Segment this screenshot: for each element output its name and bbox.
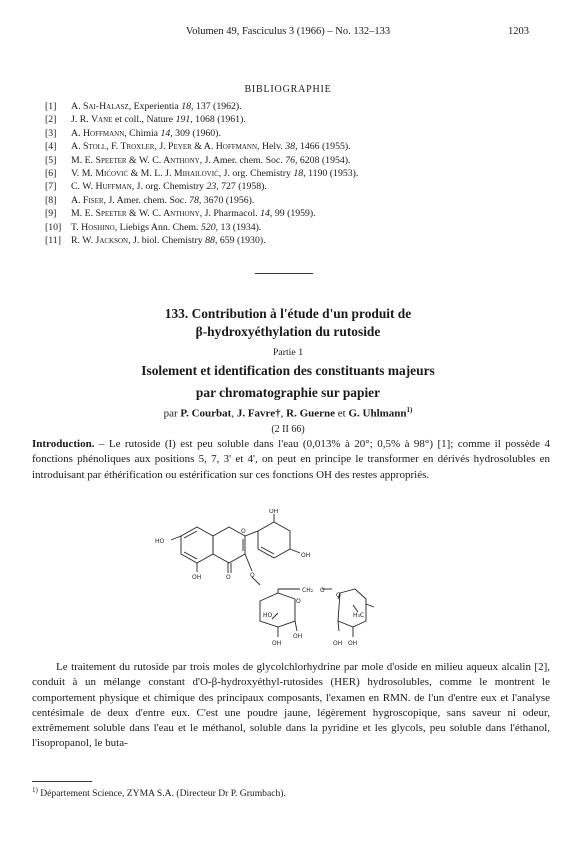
- reference-authors: R. W. Jackson: [71, 235, 129, 247]
- label-o-carbonyl: O: [226, 574, 231, 581]
- reference-item: [45, 167, 535, 180]
- reference-number: [6]: [45, 168, 57, 180]
- author-favre: J. Favre†: [236, 407, 281, 420]
- reference-item: [45, 221, 535, 234]
- reference-source: , Liebigs Ann. Chem.: [114, 221, 201, 233]
- journal-citation: Volumen 49, Fasciculus 3 (1966) – No. 132–133: [185, 26, 391, 37]
- reference-list: [45, 100, 535, 247]
- reference-number: [9]: [45, 208, 57, 220]
- reference-number: [1]: [45, 101, 57, 112]
- reference-authors: M. E. Speeter & W. C. Anthony: [71, 208, 200, 220]
- label-oh-right: OH: [301, 552, 311, 559]
- reference-number: [11]: [45, 235, 61, 247]
- reference-authors: A. Stoll, F. Troxler, J. Peyer & A. Hoffmann: [71, 141, 258, 153]
- reference-volume: 14: [260, 208, 270, 220]
- article-subtitle-line-2: par chromatographie sur papier: [195, 385, 381, 400]
- reference-item: [45, 207, 535, 220]
- introduction-paragraph: [32, 437, 550, 483]
- reference-volume: 18: [293, 168, 304, 180]
- reference-volume: 520: [200, 221, 216, 233]
- label-o-ring: O: [241, 528, 246, 535]
- reference-item: [45, 154, 535, 167]
- reference-pages-year: , 727 (1958).: [216, 181, 267, 193]
- author-line: par P. Courbat, J. Favre†, R. Guerne et G. Uhlmann$^{1)}$: [163, 406, 413, 420]
- reference-source: , Helv.: [257, 141, 286, 153]
- reference-number: [10]: [45, 221, 62, 233]
- label-h3c: H₃C: [353, 612, 365, 619]
- authors-prefix: par: [163, 407, 178, 420]
- label-ch2: CH₂: [302, 587, 314, 594]
- label-oh-sugar-4: OH: [348, 640, 358, 647]
- reference-volume: 76: [285, 154, 295, 166]
- label-oh-bottom: OH: [192, 574, 202, 581]
- reference-pages-year: , 659 (1930).: [214, 235, 266, 247]
- label-o-link: O: [250, 572, 255, 579]
- authors-and: et: [337, 407, 346, 420]
- introduction-label: Introduction.: [32, 438, 95, 450]
- author-courbat: P. Courbat: [180, 407, 232, 420]
- reference-pages-year: , 1466 (1955).: [295, 141, 351, 153]
- reference-authors: A. Sai-Halasz: [71, 101, 129, 112]
- label-oh-sugar-1: OH: [272, 640, 282, 647]
- author-guerne: R. Guerne: [286, 407, 336, 420]
- article-subtitle-line-1: Isolement et identification des constituants majeurs: [141, 363, 435, 378]
- reference-number: [2]: [45, 114, 57, 126]
- reference-volume: 18: [181, 101, 192, 112]
- reference-source: , J. org. Chemistry: [131, 181, 207, 193]
- reference-item: [45, 194, 535, 207]
- reference-item: [45, 127, 535, 140]
- bibliography-heading: BIBLIOGRAPHIE: [244, 84, 332, 95]
- label-ho-sugar: HO: [263, 612, 273, 619]
- reference-volume: 38: [285, 141, 296, 153]
- reference-pages-year: , 99 (1959).: [269, 208, 316, 220]
- reference-volume: 191: [175, 114, 191, 126]
- reference-source: , J. Amer. chem. Soc.: [199, 154, 286, 166]
- body-paragraph: Le traitement du rutoside par trois moles de glycolchlorhydrine par mole d'oside en milieu aqueux alcalin [2], conduit à un mélange constant d'O-β-hydroxyéthyl-rutosides (HER) hydrosolubles, comme le montrent le comportement physique et chimique des principaux composants, l'examen en RMN. de l'un d'entre eux et l'analyse centésimale de deux d'entre eux. C'est une poudre jaune, légèrement hygroscopique, sans saveur ni odeur, extrêmement soluble dans l'eau et le méthanol, soluble dans la pyridine et les glycols, peu soluble dans l'éthanol, l'isopropanol, le buta-: [32, 661, 550, 750]
- reference-authors: V. M. Mićović & M. L. J. Mihailović: [71, 168, 219, 180]
- reference-volume: 14: [160, 127, 171, 139]
- reference-pages-year: , 309 (1960).: [170, 127, 221, 139]
- article-title-block: [0, 305, 576, 435]
- footnote: [32, 786, 286, 799]
- reference-authors: C. W. Huffman: [71, 181, 132, 193]
- reference-volume: 78: [189, 194, 199, 206]
- footnote-text: Département Science, ZYMA S.A. (Directeur Dr P. Grumbach).: [37, 788, 286, 800]
- introduction-text: – Le rutoside (I) est peu soluble dans l'eau (0,013% à 20°; 0,5% à 98°) [1]; comme il possède 4 fonctions phénoliques aux positions 5, 7, 3' et 4', on peut en principe le transformer en dérivés hydrosolubles en introduisant par éthérification ou estérification sur ces fonctions OH des restes appropriés.: [32, 438, 550, 481]
- rutoside-structure-diagram: [150, 509, 410, 651]
- reference-item: [45, 113, 535, 126]
- reference-pages-year: , 6208 (1954).: [294, 154, 351, 166]
- reference-item: [45, 140, 535, 153]
- received-date: (2 II 66): [271, 423, 305, 435]
- reference-number: [8]: [45, 194, 57, 206]
- reference-volume: 23: [206, 181, 217, 193]
- reference-number: [4]: [45, 141, 57, 153]
- label-ho-left: HO: [155, 538, 165, 545]
- part-label: Partie 1: [272, 347, 304, 358]
- reference-pages-year: , 1190 (1953).: [303, 168, 359, 180]
- label-o-sugar-1: O: [296, 598, 301, 605]
- label-oh-top: OH: [269, 509, 279, 515]
- footnote-number: 1): [32, 786, 38, 794]
- section-separator: [255, 273, 313, 274]
- reference-pages-year: , 13 (1934).: [215, 221, 262, 233]
- reference-item: [45, 234, 535, 247]
- reference-source: , J. Amer. chem. Soc.: [103, 194, 190, 206]
- reference-number: [7]: [45, 181, 57, 193]
- reference-authors: A. Hoffmann: [71, 127, 125, 139]
- footnote-mark: 1): [406, 406, 413, 414]
- reference-pages-year: , 3670 (1956).: [198, 194, 255, 206]
- reference-source: , J. biol. Chemistry: [128, 235, 206, 247]
- reference-source: , J. org. Chemistry: [218, 168, 294, 180]
- reference-source: , J. Pharmacol.: [199, 208, 261, 220]
- reference-authors: M. E. Speeter & W. C. Anthony: [71, 154, 200, 166]
- reference-authors: A. Fiser: [71, 194, 104, 206]
- reference-authors: T. Hoshino: [71, 221, 115, 233]
- label-oh-sugar-2: OH: [293, 633, 303, 640]
- reference-volume: 88: [205, 235, 215, 247]
- label-oh-sugar-3: OH: [333, 640, 343, 647]
- author-uhlmann: G. Uhlmann: [348, 407, 407, 420]
- reference-number: [3]: [45, 127, 57, 139]
- reference-number: [5]: [45, 154, 57, 166]
- page-number: 1203: [508, 26, 529, 37]
- label-o-sugar-2: O: [336, 592, 341, 599]
- footnote-rule: [32, 781, 92, 782]
- article-title-line-2: β-hydroxyéthylation du rutoside: [195, 324, 381, 339]
- reference-source: , Experientia: [128, 101, 182, 112]
- reference-item: [45, 100, 535, 113]
- reference-authors: J. R. Vane: [71, 114, 113, 126]
- reference-source: et coll., Nature: [112, 114, 176, 126]
- label-o-bridge: O: [320, 587, 325, 594]
- reference-item: [45, 180, 535, 193]
- reference-pages-year: , 1068 (1961).: [190, 114, 246, 126]
- reference-source: , Chimia: [124, 127, 161, 139]
- reference-pages-year: , 137 (1962).: [191, 101, 242, 112]
- article-title-line-1: 133. Contribution à l'étude d'un produit de: [164, 306, 412, 321]
